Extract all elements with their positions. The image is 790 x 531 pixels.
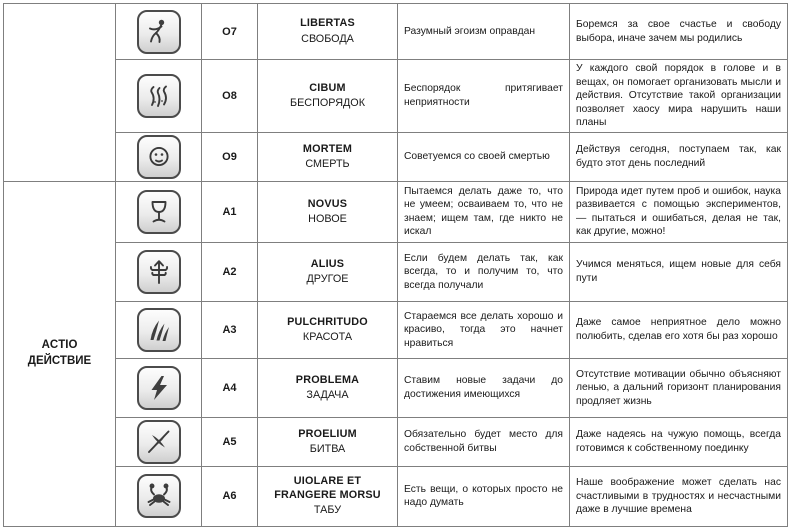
feathers-icon <box>137 308 181 352</box>
group-label-latin: ACTIO <box>41 339 78 352</box>
russian-name: ЗАДАЧА <box>306 389 349 402</box>
russian-name: БИТВА <box>309 443 346 456</box>
latin-name: PROBLEMA <box>295 373 360 386</box>
group-cell-actio <box>4 181 116 526</box>
long-description: Отсутствие мотивации обычно объясняют ленью, а дальний горизонт планирования продляет жизнь <box>570 358 788 417</box>
latin-name: MORTEM <box>302 142 353 155</box>
short-description: Есть вещи, о которых просто не надо думать <box>398 466 570 526</box>
icon-cell <box>116 301 202 358</box>
icon-cell <box>116 466 202 526</box>
russian-name: КРАСОТА <box>302 331 353 344</box>
long-description: Даже самое неприятное дело можно полюбить, сделав его хотя бы раз хорошо <box>570 301 788 358</box>
card-name <box>258 417 398 466</box>
icon-cell <box>116 181 202 242</box>
table-row <box>4 60 788 133</box>
icon-cell <box>116 4 202 60</box>
table-row <box>4 301 788 358</box>
card-code: A1 <box>202 181 258 242</box>
table-row <box>4 242 788 301</box>
short-description: Советуемся со своей смертью <box>398 132 570 181</box>
short-description: Ставим новые задачи до достижения имеющихся <box>398 358 570 417</box>
russian-name: БЕСПОРЯДОК <box>289 97 365 110</box>
latin-name: NOVUS <box>307 197 348 210</box>
lightning-icon <box>137 366 181 410</box>
icon-cell <box>116 358 202 417</box>
card-name <box>258 181 398 242</box>
crab-icon <box>137 474 181 518</box>
table-row <box>4 358 788 417</box>
long-description: Природа идет путем проб и ошибок, наука развивается с помощью экспериментов, — пытаться и ошибаться, делая не так, как другие, можно! <box>570 181 788 242</box>
latin-name: PROELIUM <box>298 427 357 440</box>
latin-name: CIBUM <box>309 81 346 94</box>
long-description: У каждого свой порядок в голове и в вещах, он помогает организовать мысли и действия. Отсутствие такой организации позволяет хаосу мира нарушить наши планы <box>570 60 788 133</box>
card-code: O7 <box>202 4 258 60</box>
card-name <box>258 60 398 133</box>
long-description: Учимся меняться, ищем новые для себя пути <box>570 242 788 301</box>
skull-icon <box>137 135 181 179</box>
card-table <box>3 3 788 527</box>
card-code: O8 <box>202 60 258 133</box>
long-description: Даже надеясь на чужую помощь, всегда готовимся к собственному поединку <box>570 417 788 466</box>
long-description: Наше воображение может сделать нас счастливыми в трудностях и несчастными даже в лучшие времена <box>570 466 788 526</box>
table-row <box>4 181 788 242</box>
icon-cell <box>116 242 202 301</box>
short-description: Разумный эгоизм оправдан <box>398 4 570 60</box>
card-code: A4 <box>202 358 258 417</box>
long-description: Боремся за свое счастье и свободу выбора, иначе зачем мы родились <box>570 4 788 60</box>
short-description: Беспорядок притягивает неприятности <box>398 60 570 133</box>
latin-name: LIBERTAS <box>300 17 355 30</box>
russian-name: ДРУГОЕ <box>306 273 349 286</box>
dancing-figure-icon <box>137 10 181 54</box>
short-description: Если будем делать так, как всегда, то и получим то, что всегда получали <box>398 242 570 301</box>
russian-name: СВОБОДА <box>301 32 354 45</box>
short-description: Обязательно будет место для собственной битвы <box>398 417 570 466</box>
table-row <box>4 4 788 60</box>
arrow-staff-icon <box>137 250 181 294</box>
russian-name: СМЕРТЬ <box>305 158 350 171</box>
card-name <box>258 466 398 526</box>
latin-name: UIOLARE ET FRANGERE MORSU <box>274 475 381 501</box>
latin-name: PULCHRITUDO <box>287 315 368 328</box>
short-description: Пытаемся делать даже то, что не умеем; осваиваем то, что не знаем; ищем там, где никто не искал <box>398 181 570 242</box>
short-description: Стараемся все делать хорошо и красиво, тогда это начнет нравиться <box>398 301 570 358</box>
chaos-flames-icon <box>137 74 181 118</box>
card-name <box>258 132 398 181</box>
card-name <box>258 242 398 301</box>
icon-cell <box>116 60 202 133</box>
card-code: A3 <box>202 301 258 358</box>
latin-name: ALIUS <box>310 257 345 270</box>
goblet-icon <box>137 190 181 234</box>
table-row <box>4 132 788 181</box>
card-name <box>258 301 398 358</box>
card-code: A5 <box>202 417 258 466</box>
table-row <box>4 417 788 466</box>
card-code: A6 <box>202 466 258 526</box>
dragonfly-icon <box>137 420 181 464</box>
icon-cell <box>116 132 202 181</box>
card-name <box>258 4 398 60</box>
card-code: O9 <box>202 132 258 181</box>
russian-name: ТАБУ <box>313 504 342 517</box>
card-name <box>258 358 398 417</box>
russian-name: НОВОЕ <box>308 213 347 226</box>
group-cell-upper <box>4 4 116 182</box>
table-row <box>4 466 788 526</box>
group-label-russian: ДЕЙСТВИЕ <box>27 354 92 367</box>
icon-cell <box>116 417 202 466</box>
long-description: Действуя сегодня, поступаем так, как будто этот день последний <box>570 132 788 181</box>
card-code: A2 <box>202 242 258 301</box>
